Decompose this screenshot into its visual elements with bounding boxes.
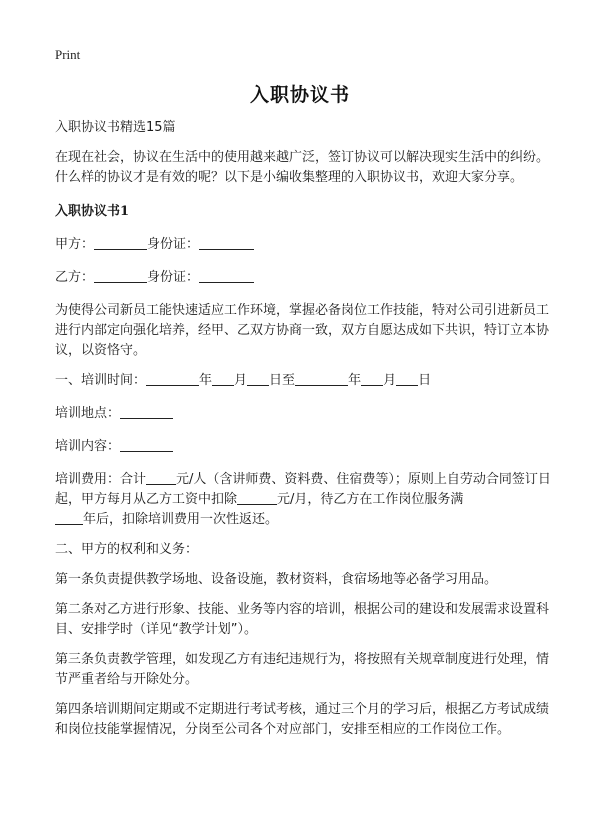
training-location-line (55, 404, 555, 424)
training-content-blank (120, 437, 173, 452)
party-a-id-label: 身份证： (147, 237, 200, 252)
party-a-id-blank (199, 235, 254, 250)
print-link[interactable]: Print (55, 47, 81, 62)
fee-text-2: 元/人（含讲师费、资料费、住宿费等）；原则上自劳动合同签订日起，甲方每月从乙方工资中扣除 (55, 472, 551, 507)
day-label: 日 (418, 373, 432, 388)
training-content-label: 培训内容： (55, 439, 121, 454)
training-time-label: 一、培训时间： (55, 373, 147, 388)
start-month-blank (212, 371, 234, 386)
fee-years-blank (55, 510, 83, 525)
article-2: 第二条对乙方进行形象、技能、业务等内容的培训，根据公司的建设和发展需求设置科目、安排学时（详见“教学计划”）。 (55, 602, 550, 637)
fee-text-1: 培训费用：合计 (55, 472, 147, 487)
party-b-blank (94, 268, 147, 283)
month-label: 月 (234, 373, 248, 388)
fee-total-blank (146, 470, 176, 485)
training-time-line (55, 371, 555, 391)
party-a-line (55, 235, 555, 255)
training-fee-paragraph (55, 470, 555, 530)
party-b-id-label: 身份证： (147, 270, 200, 285)
party-a-label: 甲方： (55, 237, 95, 252)
intro-paragraph: 在现在社会，协议在生活中的使用越来越广泛，签订协议可以解决现实生活中的纠纷。什么样的协议才是有效的呢？以下是小编收集整理的入职协议书，欢迎大家分享。 (55, 150, 550, 185)
purpose-paragraph: 为使得公司新员工能快速适应工作环境，掌握必备岗位工作技能，特对公司引进新员工进行内部定向强化培养，经甲、乙双方协商一致，双方自愿达成如下共识，特订立本协议，以资恪守。 (55, 303, 550, 358)
year-label: 年 (199, 373, 213, 388)
document-body (55, 118, 555, 750)
fee-monthly-blank (237, 490, 277, 505)
to-label: 日至 (269, 373, 296, 388)
fee-text-4: 年后，扣除培训费用一次性返还。 (83, 512, 279, 527)
section-heading: 入职协议书1 (55, 204, 130, 219)
document-title: 入职协议书 (249, 84, 350, 106)
start-day-blank (247, 371, 269, 386)
party-b-line (55, 268, 555, 288)
party-b-label: 乙方： (55, 270, 95, 285)
party-a-blank (94, 235, 147, 250)
article-3: 第三条负责教学管理，如发现乙方有违纪违规行为，将按照有关规章制度进行处理，情节严重者给与开除处分。 (55, 652, 550, 687)
year-label-2: 年 (348, 373, 362, 388)
end-month-blank (361, 371, 383, 386)
article-1: 第一条负责提供教学场地、设备设施，教材资料，食宿场地等必备学习用品。 (55, 572, 498, 587)
article-4: 第四条培训期间定期或不定期进行考试考核，通过三个月的学习后，根据乙方考试成绩和岗位技能掌握情况，分岗至公司各个对应部门，安排至相应的工作岗位工作。 (55, 702, 550, 737)
training-location-label: 培训地点： (55, 406, 121, 421)
training-content-line (55, 437, 555, 457)
start-year-blank (146, 371, 199, 386)
end-day-blank (396, 371, 418, 386)
document-subtitle: 入职协议书精选15篇 (55, 120, 176, 135)
end-year-blank (295, 371, 348, 386)
training-location-blank (120, 404, 173, 419)
party-b-id-blank (199, 268, 254, 283)
rights-heading: 二、甲方的权利和义务： (55, 542, 199, 557)
fee-text-3: 元/月，待乙方在工作岗位服务满 (277, 492, 464, 507)
month-label-2: 月 (383, 373, 397, 388)
